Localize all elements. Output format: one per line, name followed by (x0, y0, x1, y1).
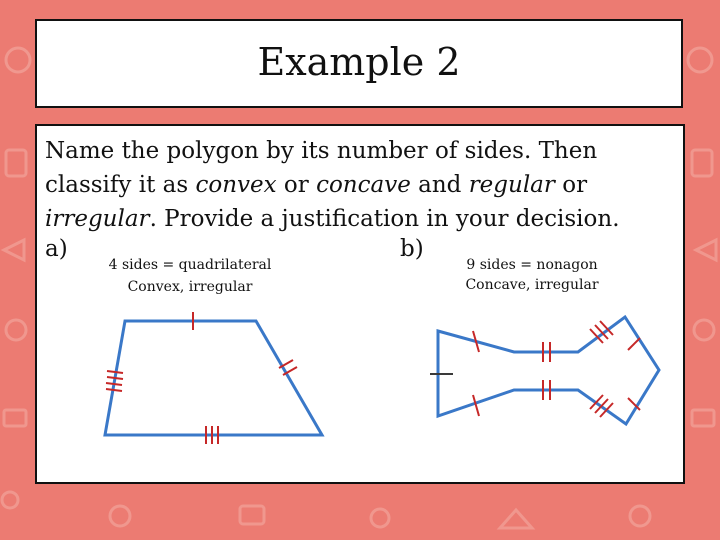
prompt-part1: Name the polygon by its number of sides. Then classify it as (45, 138, 598, 198)
part-a-classification-text: Convex, irregular (127, 279, 253, 295)
part-b-classification-text: Concave, irregular (465, 277, 599, 293)
prompt-irregular: irregular (45, 206, 150, 232)
quadrilateral-ticks (106, 312, 297, 444)
part-a-sides-text: 4 sides = quadrilateral (108, 257, 272, 273)
slide-title: Example 2 (257, 39, 461, 84)
nonagon-figure (430, 317, 659, 424)
prompt-and: and (410, 172, 469, 198)
nonagon-shape (438, 317, 659, 424)
part-a-label: a) (45, 236, 68, 262)
quadrilateral-shape (105, 321, 322, 435)
title-box (35, 19, 683, 108)
part-b-label: b) (400, 236, 424, 262)
content-box (35, 124, 685, 484)
prompt-or1: or (276, 172, 317, 198)
prompt-concave: concave (316, 172, 411, 198)
quadrilateral-figure (105, 312, 322, 444)
polygon-figures (37, 126, 683, 482)
prompt-part2: . Provide a justification in your decision. (149, 206, 620, 232)
prompt-regular: regular (468, 172, 555, 198)
nonagon-ticks (430, 321, 640, 417)
prompt-convex: convex (195, 172, 277, 198)
part-b-sides-text: 9 sides = nonagon (466, 257, 598, 273)
prompt-or2: or (554, 172, 588, 198)
